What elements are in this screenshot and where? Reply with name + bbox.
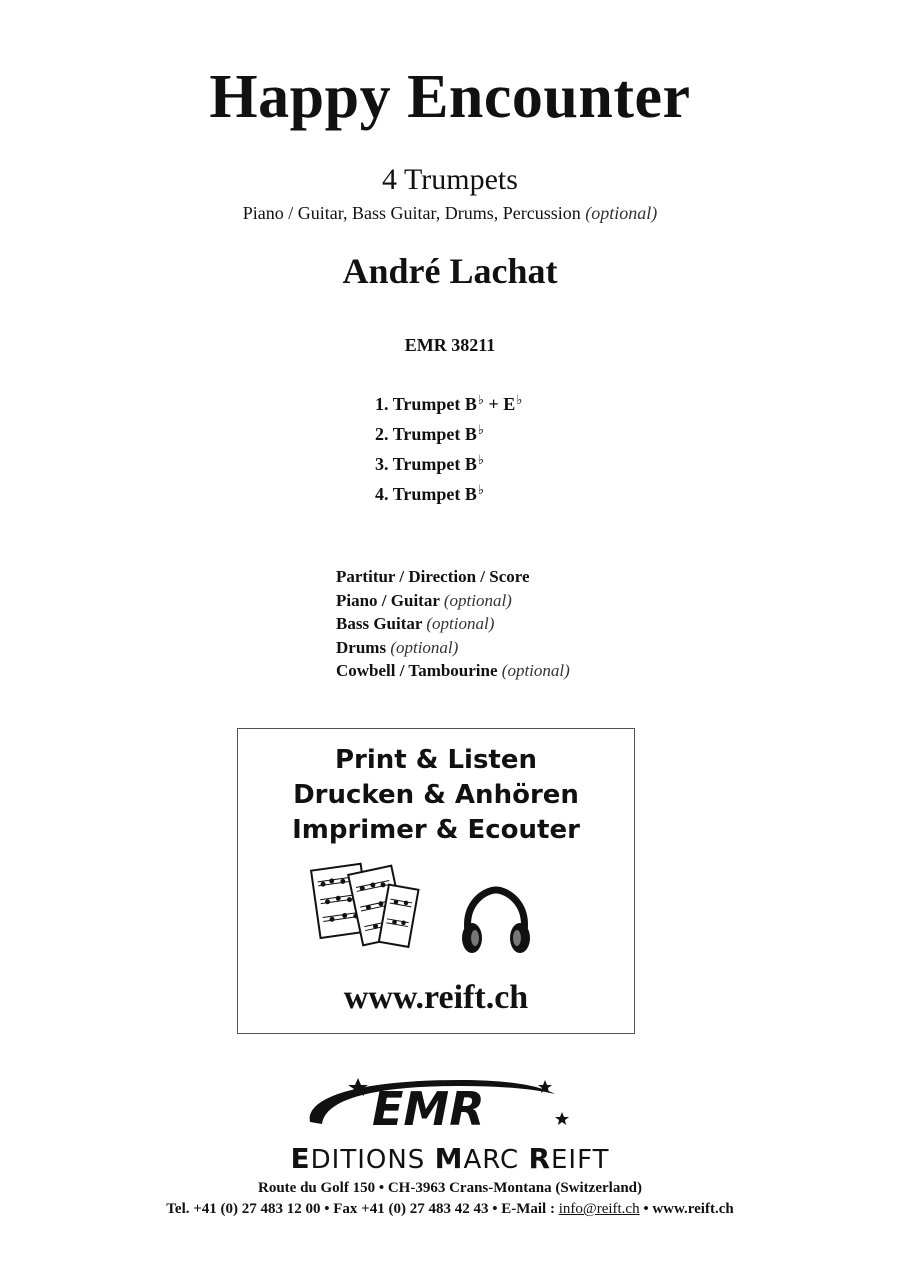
publisher-initial: E xyxy=(290,1142,311,1175)
publisher-word: ARC xyxy=(463,1145,520,1175)
publisher-initial: M xyxy=(434,1142,464,1175)
contents-list xyxy=(336,565,570,683)
email-link[interactable]: info@reift.ch xyxy=(558,1201,640,1217)
star-icon xyxy=(555,1112,569,1125)
part-3 xyxy=(375,445,522,475)
contents-item xyxy=(336,589,570,613)
contact-phone-fax: Tel. +41 (0) 27 483 12 00 • Fax +41 (0) 27 483 42 43 • E-Mail : xyxy=(166,1201,559,1217)
promo-line-2: Drucken & Anhören xyxy=(293,780,579,810)
contents-note: (optional) xyxy=(426,614,495,633)
flat-sign: ♭ xyxy=(477,422,484,437)
publisher-initial: R xyxy=(528,1142,551,1175)
emr-logo xyxy=(300,1072,590,1138)
promo-line-1: Print & Listen xyxy=(334,745,538,775)
publisher-name xyxy=(0,1142,900,1175)
flat-sign: ♭ xyxy=(477,392,484,407)
contents-item xyxy=(336,612,570,636)
part-number: 2. xyxy=(375,424,389,444)
catalog-number: EMR 38211 xyxy=(404,335,496,355)
part-name: Trumpet B xyxy=(392,454,477,474)
flat-sign: ♭ xyxy=(516,392,523,407)
part-2 xyxy=(375,415,522,445)
part-number: 1. xyxy=(375,394,389,414)
part-1 xyxy=(375,385,522,415)
instrumentation: 4 Trumpets xyxy=(382,163,518,196)
contents-note: (optional) xyxy=(443,590,512,610)
contact-website: • www.reift.ch xyxy=(639,1201,734,1217)
part-4 xyxy=(375,475,522,505)
publisher-word: EIFT xyxy=(551,1145,610,1175)
flat-sign: ♭ xyxy=(477,452,484,467)
sheet-music-icon xyxy=(310,859,420,954)
promo-line-3: Imprimer & Ecouter xyxy=(292,815,580,845)
accompaniment-list: Piano / Guitar, Bass Guitar, Drums, Percussion xyxy=(242,203,581,223)
contents-label: Piano / Guitar xyxy=(336,590,440,610)
promo-url: www.reift.ch xyxy=(343,979,529,1016)
contents-label: Partitur / Direction / Score xyxy=(336,567,530,586)
print-listen-box xyxy=(237,728,635,1034)
contents-item xyxy=(336,659,570,683)
contents-label: Cowbell / Tambourine xyxy=(336,661,498,680)
contents-item xyxy=(336,565,570,589)
contents-item xyxy=(336,636,570,660)
plus-sign: + xyxy=(488,394,499,414)
contents-label: Bass Guitar xyxy=(336,614,423,633)
part-name: Trumpet B xyxy=(392,394,477,414)
composer-name: André Lachat xyxy=(342,251,558,291)
flat-sign: ♭ xyxy=(477,482,484,497)
publisher-contact xyxy=(0,1201,900,1218)
contents-label: Drums xyxy=(336,637,387,657)
parts-list xyxy=(375,385,522,505)
contents-note: (optional) xyxy=(501,661,570,680)
publisher-word: DITIONS xyxy=(310,1145,426,1175)
piece-title: Happy Encounter xyxy=(209,63,691,131)
part-name: Trumpet B xyxy=(392,424,477,444)
part-number: 3. xyxy=(375,454,389,474)
emr-logo-text: EMR xyxy=(372,1082,485,1136)
part-number: 4. xyxy=(375,484,389,504)
contents-note: (optional) xyxy=(390,637,459,657)
headphones-icon xyxy=(456,884,536,959)
publisher-address: Route du Golf 150 • CH-3963 Crans-Montana (Switzerland) xyxy=(258,1180,642,1196)
accompaniment-optional: (optional) xyxy=(585,203,658,223)
accompaniment xyxy=(0,203,900,224)
part-name: Trumpet B xyxy=(392,484,477,504)
second-key: E xyxy=(503,394,516,414)
